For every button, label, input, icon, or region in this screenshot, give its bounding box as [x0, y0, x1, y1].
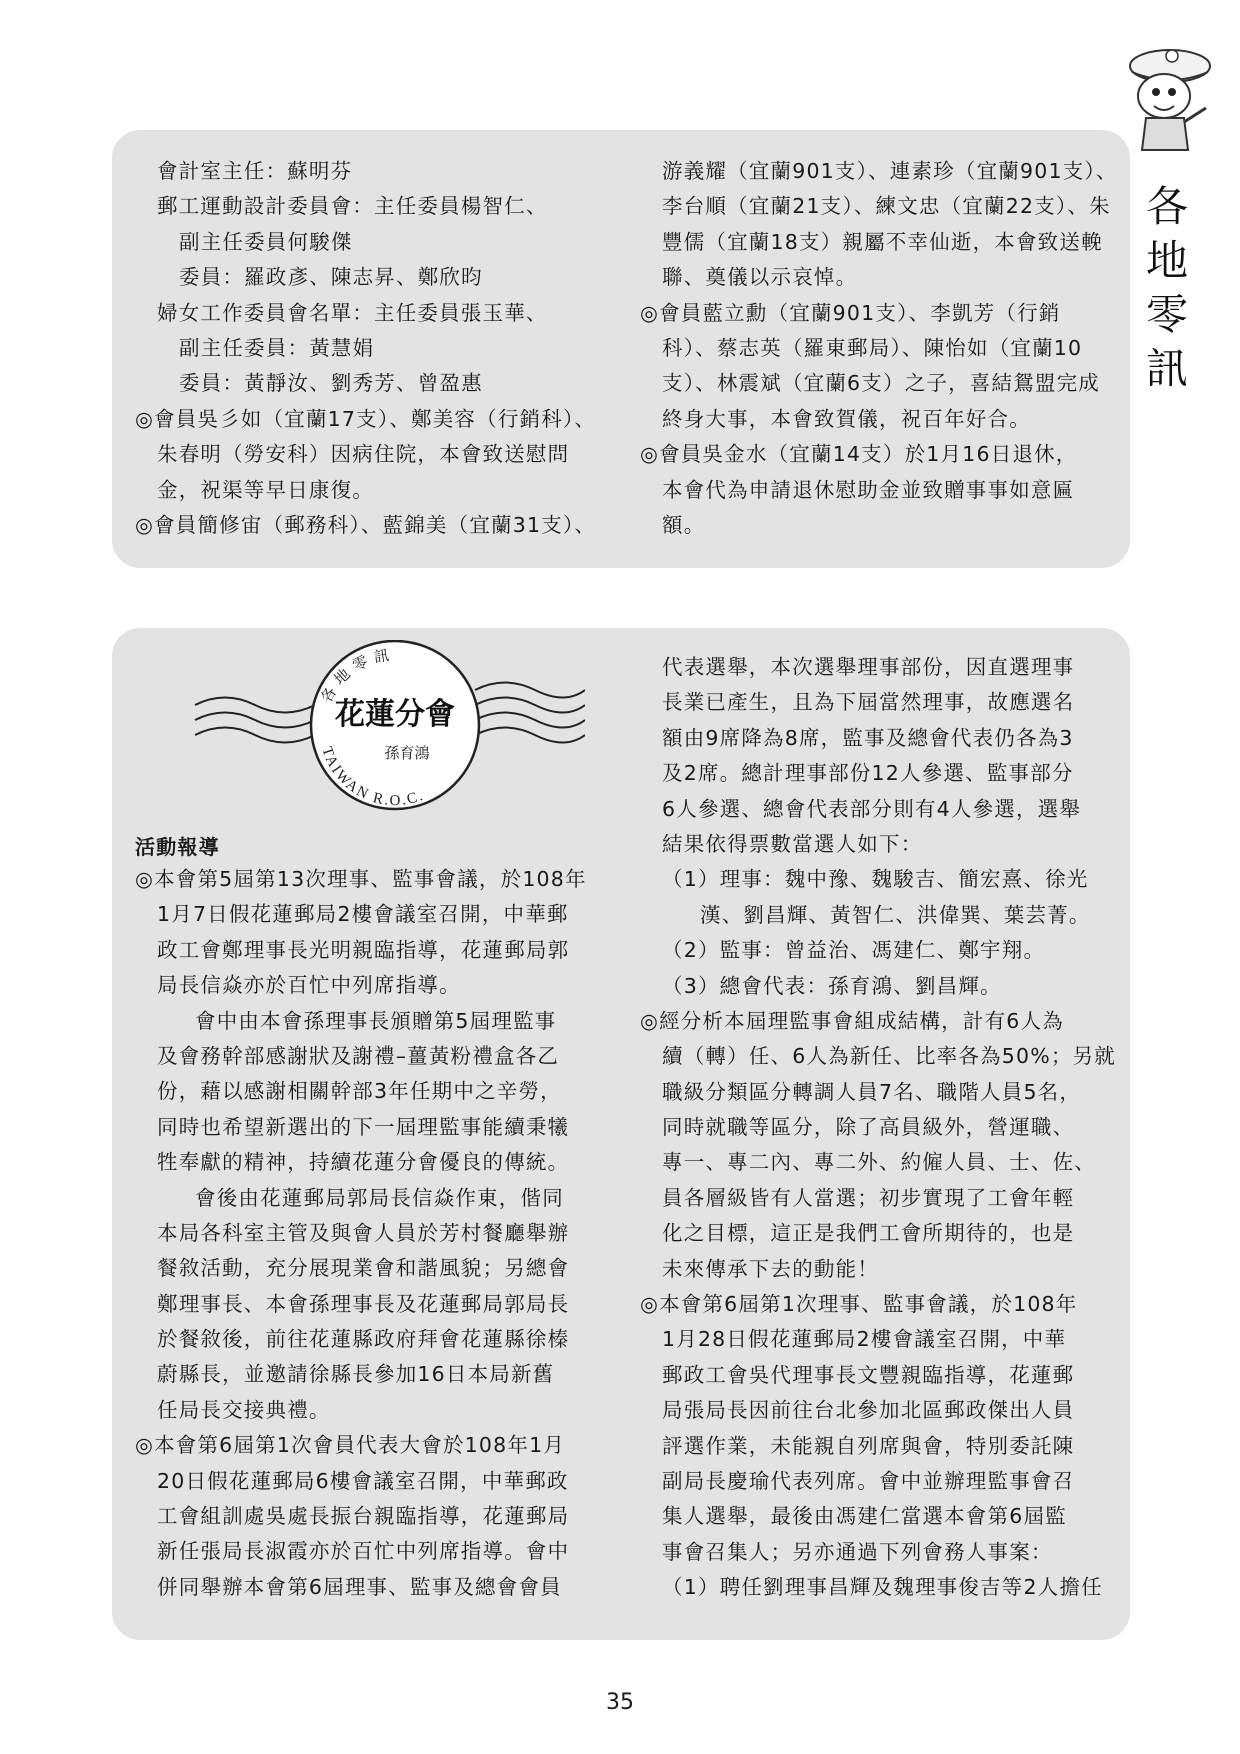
- text-line: 工會組訓處吳處長振台親臨指導，花蓮郵局: [157, 1504, 570, 1529]
- section-title-char: 各: [1145, 182, 1188, 231]
- section-title-char: 訊: [1145, 344, 1188, 393]
- text-line: ◎會員吳彡如（宜蘭17支）、鄭美容（行銷科）、: [135, 406, 597, 431]
- text-line: 及會務幹部感謝狀及謝禮–薑黃粉禮盒各乙: [157, 1043, 560, 1068]
- text-line: 游義耀（宜蘭901支）、連素珍（宜蘭901支）、: [662, 159, 1118, 183]
- text-line: 併同舉辦本會第6屆理事、監事及總會會員: [157, 1574, 562, 1599]
- text-line: 牲奉獻的精神，持續花蓮分會優良的傳統。: [157, 1150, 570, 1175]
- text-line: 續（轉）任、6人為新任、比率各為50%；另就: [662, 1044, 1117, 1069]
- text-line: ◎經分析本屆理監事會組成結構，計有6人為: [640, 1008, 1064, 1033]
- text-line: 政工會鄭理事長光明親臨指導，花蓮郵局郭: [157, 937, 570, 962]
- text-line: 終身大事，本會致賀儀，祝百年好合。: [662, 406, 1031, 431]
- text-line: 新任張局長淑霞亦於百忙中列席指導。會中: [157, 1539, 570, 1564]
- text-line: 及2席。總計理事部份12人參選、監事部分: [662, 761, 1074, 786]
- text-line: ◎本會第5屆第13次理事、監事會議，於108年: [135, 867, 587, 891]
- text-line: 李台順（宜蘭21支）、練文忠（宜蘭22支）、朱: [662, 194, 1111, 219]
- panel1-left-column: [135, 154, 615, 543]
- text-line: 漢、劉昌輝、黃智仁、洪偉巽、葉芸菁。: [700, 902, 1091, 927]
- text-line: 豐儒（宜蘭18支）親屬不幸仙逝，本會致送輓: [662, 229, 1103, 254]
- text-line: （2）監事：曾益治、馮建仁、鄭宇翔。: [662, 938, 1046, 963]
- text-line: 評選作業，未能親自列席與會，特別委託陳: [662, 1433, 1075, 1458]
- text-line: 局張局長因前往台北參加北區郵政傑出人員: [662, 1398, 1075, 1423]
- text-line: 額由9席降為8席，監事及總會代表仍各為3: [662, 725, 1074, 750]
- text-line: 於餐敘後，前往花蓮縣政府拜會花蓮縣徐榛: [157, 1327, 570, 1352]
- text-line: 6人參選、總會代表部分則有4人參選，選舉: [662, 796, 1082, 821]
- text-line: 1月7日假花蓮郵局2樓會議室召開，中華郵: [157, 902, 569, 927]
- text-line: 副主任委員何駿傑: [179, 229, 353, 254]
- text-line: 朱春明（勞安科）因病住院，本會致送慰問: [157, 442, 570, 467]
- text-line: 額。: [662, 512, 706, 537]
- panel2-left-column: [135, 862, 615, 1605]
- stamp-arc-bottom-text: TAIWAN R.O.C.: [318, 744, 427, 810]
- text-line: 婦女工作委員會名單：主任委員張玉華、: [157, 300, 548, 325]
- text-line: （1）理事：魏中豫、魏駿吉、簡宏熹、徐光: [662, 867, 1089, 892]
- text-line: 未來傳承下去的動能！: [662, 1256, 879, 1281]
- text-line: 局長信焱亦於百忙中列席指導。: [157, 973, 461, 998]
- text-line: 郵政工會吳代理事長文豐親臨指導，花蓮郵: [662, 1362, 1075, 1387]
- text-line: 蔚縣長，並邀請徐縣長參加16日本局新舊: [157, 1362, 555, 1387]
- section-title-char: 地: [1145, 236, 1188, 285]
- text-line: ◎會員吳金水（宜蘭14支）於1月16日退休，: [640, 442, 1078, 467]
- text-line: ◎會員簡修宙（郵務科）、藍錦美（宜蘭31支）、: [135, 512, 597, 537]
- text-line: 任局長交接典禮。: [157, 1397, 331, 1422]
- stamp-arc-top-text: 各地零訊: [317, 645, 397, 706]
- stamp-branch-name: 花蓮分會: [335, 697, 455, 732]
- panel1-right-column: [640, 154, 1120, 543]
- text-line: 郵工運動設計委員會：主任委員楊智仁、: [157, 194, 548, 219]
- text-line: 同時就職等區分，除了高員級外，營運職、: [662, 1115, 1075, 1140]
- mascot-illustration: [1108, 38, 1228, 158]
- text-line: （1）聘任劉理事昌輝及魏理事俊吉等2人擔任: [662, 1575, 1103, 1600]
- section-title-vertical: [1140, 180, 1194, 396]
- text-line: 職級分類區分轉調人員7名、職階人員5名，: [662, 1079, 1082, 1104]
- stamp-author: 孫育鴻: [384, 744, 430, 762]
- text-line: 副主任委員：黃慧娟: [179, 335, 375, 360]
- text-line: 長業已產生，且為下屆當然理事，故應選名: [662, 690, 1075, 715]
- text-line: 專一、專二內、專二外、約僱人員、士、佐、: [662, 1150, 1096, 1175]
- text-line: （3）總會代表：孫育鴻、劉昌輝。: [662, 973, 1002, 998]
- text-line: 聯、奠儀以示哀悼。: [662, 265, 858, 290]
- text-line: 科）、蔡志英（羅東郵局）、陳怡如（宜蘭10: [662, 335, 1083, 360]
- text-line: ◎會員藍立勳（宜蘭901支）、李凱芳（行銷: [640, 300, 1061, 325]
- page-number: 35: [606, 1690, 634, 1715]
- panel2-right-column: [640, 650, 1120, 1606]
- text-line: 委員：羅政彥、陳志昇、鄭欣昀: [179, 265, 483, 290]
- text-line: 1月28日假花蓮郵局2樓會議室召開，中華: [662, 1327, 1067, 1352]
- postmark-stamp: [185, 640, 585, 820]
- text-line: 金，祝渠等早日康復。: [157, 477, 374, 502]
- section-title-char: 零: [1145, 290, 1188, 339]
- text-line: 員各層級皆有人當選；初步實現了工會年輕: [662, 1185, 1075, 1210]
- text-line: ◎本會第6屆第1次會員代表大會於108年1月: [135, 1433, 566, 1458]
- text-line: 會計室主任：蘇明芬: [157, 159, 353, 183]
- text-line: 鄭理事長、本會孫理事長及花蓮郵局郭局長: [157, 1291, 570, 1316]
- text-line: 事會召集人；另亦通過下列會務人事案：: [662, 1539, 1053, 1564]
- text-line: ◎本會第6屆第1次理事、監事會議，於108年: [640, 1292, 1078, 1317]
- text-line: 副局長慶瑜代表列席。會中並辦理監事會召: [662, 1468, 1075, 1493]
- text-line: 支）、林震斌（宜蘭6支）之子，喜結鴛盟完成: [662, 371, 1100, 396]
- text-line: 結果依得票數當選人如下：: [662, 831, 923, 856]
- text-line: 集人選舉，最後由馮建仁當選本會第6屆監: [662, 1504, 1067, 1529]
- text-line: 會後由花蓮郵局郭局長信焱作東，偕同: [195, 1185, 564, 1210]
- text-line: 本會代為申請退休慰助金並致贈事事如意匾: [662, 477, 1075, 502]
- text-line: 20日假花蓮郵局6樓會議室召開，中華郵政: [157, 1468, 569, 1493]
- text-line: 份，藉以感謝相關幹部3年任期中之辛勞，: [157, 1079, 562, 1104]
- text-line: 同時也希望新選出的下一屆理監事能續秉犧: [157, 1114, 570, 1139]
- text-line: 餐敘活動，充分展現業會和諧風貌；另總會: [157, 1256, 570, 1281]
- text-line: 代表選舉，本次選舉理事部份，因直選理事: [662, 655, 1075, 679]
- activity-report-heading: 活動報導: [135, 835, 220, 859]
- text-line: 委員：黃靜汝、劉秀芳、曾盈惠: [179, 371, 483, 396]
- text-line: 會中由本會孫理事長頒贈第5屆理監事: [195, 1008, 557, 1033]
- text-line: 本局各科室主管及與會人員於芳村餐廳舉辦: [157, 1220, 570, 1245]
- text-line: 化之目標，這正是我們工會所期待的，也是: [662, 1221, 1075, 1246]
